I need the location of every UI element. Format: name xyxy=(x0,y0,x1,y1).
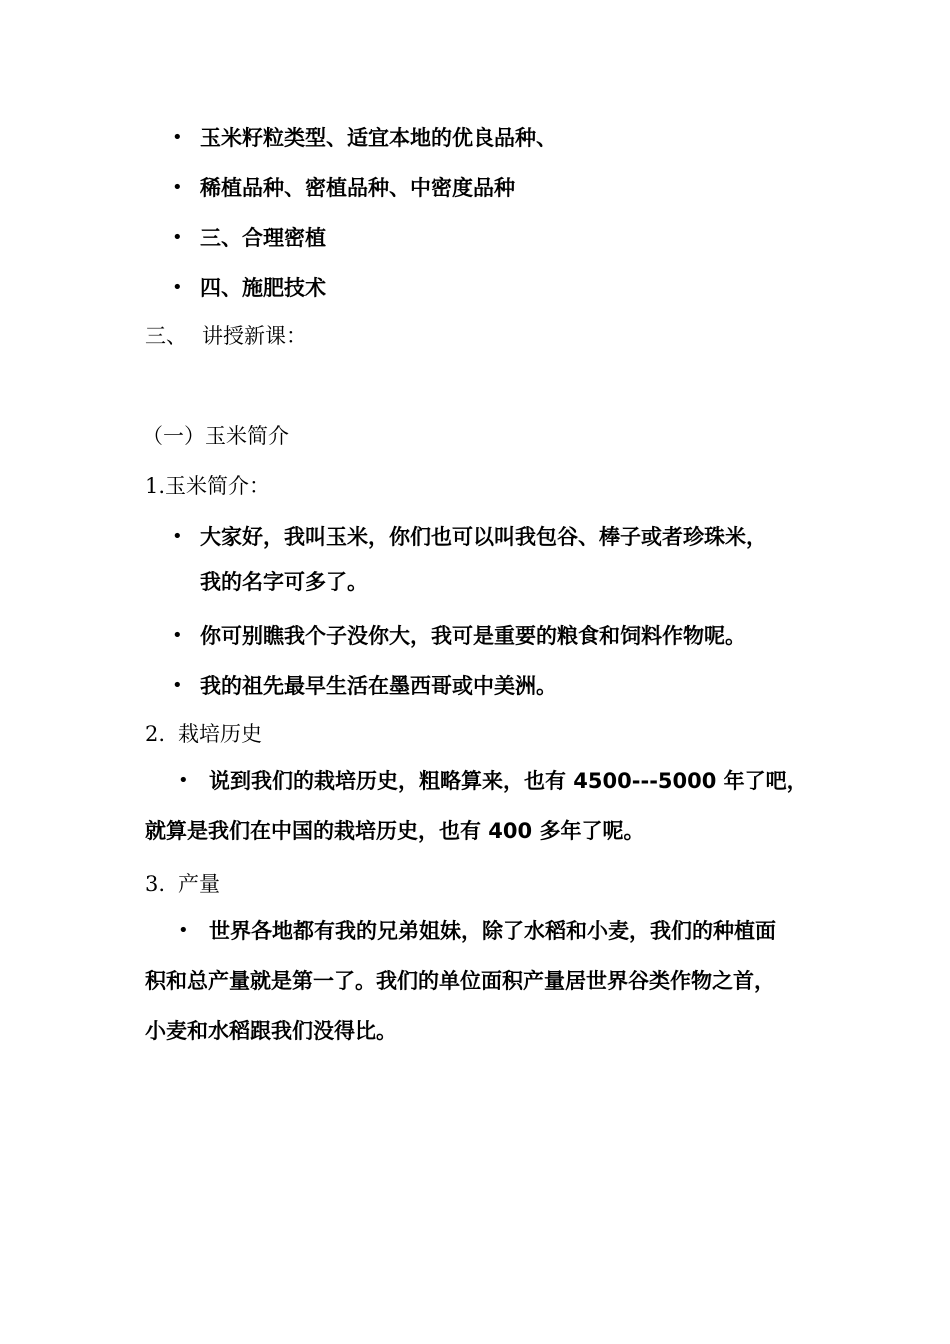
bullet-icon: • xyxy=(172,177,183,198)
item-3-paragraph-line-1: 世界各地都有我的兄弟姐妹，除了水稻和小麦，我们的种植面 xyxy=(209,919,776,943)
outline-item-4: 四、施肥技术 xyxy=(200,276,326,300)
item-3-paragraph-line-2: 积和总产量就是第一了。我们的单位面积产量居世界谷类作物之首， xyxy=(145,969,775,993)
item-2-paragraph-line-1: 说到我们的栽培历史，粗略算来，也有 4500---5000 年了吧， xyxy=(209,769,808,793)
subsection-heading: （一）玉米简介 xyxy=(142,424,289,448)
item-1-bullet-3: 我的祖先最早生活在墨西哥或中美洲。 xyxy=(200,674,557,698)
bullet-icon: • xyxy=(178,770,189,791)
item-2-number: 2. xyxy=(145,722,166,746)
bullet-icon: • xyxy=(172,277,183,298)
item-1-heading: 1.玉米简介： xyxy=(145,474,271,498)
item-2-paragraph-line-2: 就算是我们在中国的栽培历史，也有 400 多年了呢。 xyxy=(145,819,645,843)
item-3-paragraph-line-3: 小麦和水稻跟我们没得比。 xyxy=(145,1019,397,1043)
section-3-title: 讲授新课： xyxy=(202,324,307,348)
bullet-icon: • xyxy=(178,920,189,941)
outline-item-3: 三、合理密植 xyxy=(200,226,326,250)
item-1-bullet-1-line-1: 大家好，我叫玉米，你们也可以叫我包谷、棒子或者珍珠米， xyxy=(200,525,767,549)
outline-item-2: 稀植品种、密植品种、中密度品种 xyxy=(200,176,515,200)
bullet-icon: • xyxy=(172,526,183,547)
bullet-icon: • xyxy=(172,625,183,646)
bullet-icon: • xyxy=(172,127,183,148)
item-3-number: 3. xyxy=(145,872,166,896)
item-2-title: 栽培历史 xyxy=(178,722,262,746)
item-1-bullet-1-line-2: 我的名字可多了。 xyxy=(200,570,368,594)
bullet-icon: • xyxy=(172,675,183,696)
bullet-icon: • xyxy=(172,227,183,248)
item-3-title: 产量 xyxy=(178,872,220,896)
item-1-bullet-2: 你可别瞧我个子没你大，我可是重要的粮食和饲料作物呢。 xyxy=(200,624,746,648)
outline-item-1: 玉米籽粒类型、适宜本地的优良品种、 xyxy=(200,126,557,150)
section-3-number: 三、 xyxy=(145,324,187,348)
